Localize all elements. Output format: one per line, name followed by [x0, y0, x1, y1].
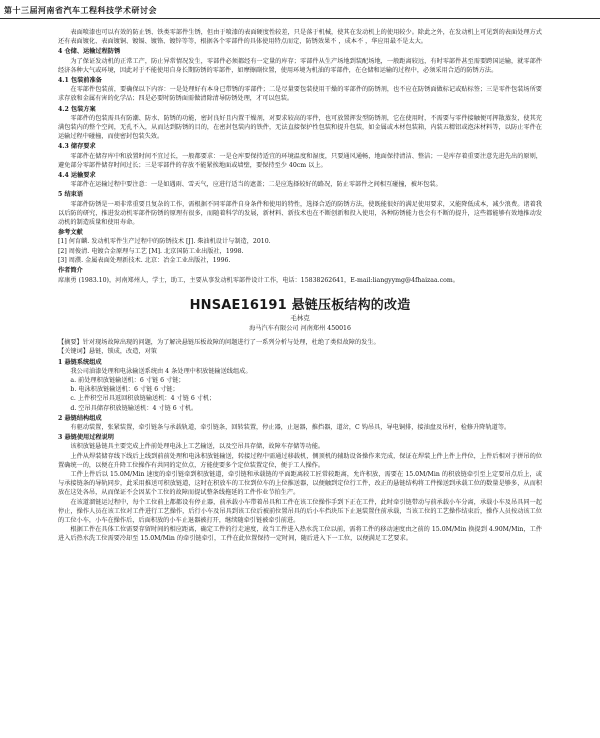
paragraph: 零部件在运输过程中要注意：一是如遇雨、雪天气，应进行适当的遮盖；二是应选择较好的路况，防止零部件之间相互碰撞，被坏包装。	[70, 181, 442, 189]
reference-item: [3] 周濮. 金属表面处理新技术. 北京：冶金工业出版社，1996.	[58, 256, 231, 264]
running-header: 第十三届河南省汽车工程科技学术研讨会	[0, 4, 600, 19]
article-affiliation: 海马汽车有限公司 河南郑州 450016	[249, 324, 351, 332]
section-heading: 2 悬链结构组成	[58, 414, 102, 422]
section-heading: 4 仓储、运输过程防锈	[58, 48, 121, 56]
section-heading: 3 悬链使用过程说明	[58, 434, 114, 442]
paragraph: 在零部件包装前，要确保以下内容：一是处理好有本身已带锈的零部件；二是尽量要包装使用干燥的零部件的防锈剂，也不应在防锈面做标记或贴标签；三是零件包装场所要求存放和金属有害的化学品；四是必要时防锈面需做清除清导防锈处理，才可以包装。	[58, 86, 542, 103]
paragraph: 工件上件后以 15.0M/Min 速度的牵引链牵到积放链道，牵引链和承载链的平面距离较工匠常较距离，允许积放，需要在 15.0M/Min 的积放链牵引至上定要吊点后上，或与承接链条的导轨同步，此采用推送可积放链道，这时在积放车的工位到位车的上位推送器，以便触到定位行工件，改正的悬链结构将工件操送到承载工位的数量是够多，从而积放在这处各吊，从而保证不会因某个工位的故障而提试整条线拖延的工件作业节拍生产。	[58, 470, 542, 497]
list-item: a. 前处理积放链输送机：6 寸链 6 寸链；	[70, 376, 185, 384]
reference-item: [2] 周俊清. 电镀合金原理与工艺 [M]. 北京国防工业出版社，1998.	[58, 247, 244, 255]
subsection-heading: 4.2 包装方案	[58, 105, 96, 113]
list-item: c. 上件积空吊具返回积放链输送机：4 寸链 6 寸机；	[70, 395, 216, 403]
list-item: d. 空吊具储存积放链输送机：4 寸链 6 寸机。	[70, 404, 198, 412]
paragraph: 我公司油漆处理和电泳输送系统由 4 条处理中积放链输送线组成。	[70, 367, 252, 375]
abstract-block	[58, 338, 542, 356]
paragraph: 在该道溜链运过程中，每个工位前上都都设有停止器，前承载小车带着吊具和工件在该工位操作手到下正在工件，此时牵引链带动与前承载小车分离，承载小车及吊具同一起停止，操作人员在该工位对工件进行工艺操作，后行小车及吊具到该工位后被前位置吊具的后小车挡块压下止退装置住前承载，当该工位的工艺操作结束后，操作人员按动该工位的工位小车，小车在操作后，后面积放的小车止退器被打开，继续随牵引链被牵引前进。	[58, 498, 542, 524]
paragraph: 零部件的包装需具有防潮、防水、防锈的功能，密封良好且内置干燥剂，对要求较高的零件，也可放置挥发型防锈剂，它在使用时，不需要与零件接触便可挥散蒸发，使其充满包装内的整个空间，无孔不入，从而达到防锈的目的，在密封包装内的铁件，无法直接保护性包装和提升包装，如金属或木材包装箱，内装五精铝或泡沫材料等，以防止零件在运输过程中碰撞，而使密封包装失效。	[58, 114, 542, 141]
paragraph: 根据工件在具体工位需要存留时间的相应距离，确定工件的行走速度，故当工件进入热水洗工位以前，需将工件的移动速度由之前的 15.0M/Min 换提到 4.90M/Min，工件进入后热水洗工位需要冷却至 15.0M/Min 的牵引链牵引，工件在此位置保持一定时间，随后进入下一工位，以便满足工艺要求。	[58, 526, 542, 543]
paragraph: 有驱动装置，张紧装置，牵引链条与承载轨道，牵引链条，回转装置，停止器，止退器，推挡器，道岔，C 钩吊具，导电铜排，接油盘及吊杆，检修升降轨道等。	[70, 423, 511, 431]
text-column	[58, 28, 542, 544]
paragraph: 零部件在储存库中和放置时间不宜过长，一般都要求：一是仓库要保持适宜的环境温度和湿度，只要通风通畅，地面保持清洁、整洁；一是库存着重要注意先进先出的原则，避免部分零部件储存时间过长；三是零部件的存放不能紧挨地面或墙壁，要保持至少 40cm 以上。	[58, 152, 542, 169]
section-heading: 1 悬链系统组成	[58, 358, 102, 366]
subsection-heading: 4.4 运输要求	[58, 172, 96, 180]
abstract: 【摘要】针对现场故障出现的问题，为了解决悬链压板故障的问题进行了一系列分析与处理，杜绝了类似故障的发生。	[58, 339, 380, 347]
paragraph: 该积放链悬链具主要完成上件前处理电泳上工艺输送，以及空吊具存储，故障车存储等功能。	[70, 443, 325, 451]
subsection-heading: 4.1 包装前准备	[58, 77, 102, 85]
list-item: b. 电泳积放链输送机：6 寸链 6 寸链；	[70, 386, 179, 394]
paragraph: 零部件防锈是一项非常重要且复杂的工作，需根据不同零部件自身条件和使用的特性，选择合适的防锈方法，使既能很好的满足使用要求，又能降低成本，减少浪费。诸着我以后防的研究，推进发动机零部件防锈的原理有很多，而随着科学的发展，新材料、新技术也在不断创新和投入使用，各种防锈能力也会有不断的提升，这些都能够有效地推动发动机的制造质量和使用寿命。	[58, 200, 542, 227]
author-bio: 席康勇 (1983.10)，河南郑州人，学士，助工，主要从事发动机零部件设计工作，电话：15838262641，E-mail:liangyymg@4fhaizaa.com。	[58, 277, 459, 285]
paragraph: 上件从焊装储存线下线后上线到前前处理和电泳积放链输送，转接过程中需通过移载机，侧顶机的辅助设备操作来完成，保证在焊装上件上件上件位，上件后相对于拼吊的位置确统一的，以便在升降工位操作有共同的定位点，方能使要多个定位装置定位，便于工人操作。	[58, 452, 542, 469]
keywords: 【关键词】悬链，锁成，改造，对策	[58, 348, 157, 356]
author-bio-heading: 作者简介	[58, 267, 83, 275]
references-heading: 参考文献	[58, 229, 83, 237]
reference-item: [1] 何育麟. 发动机零件生产过程中的防锈技术 [J]. 柴油机设计与制造，2010.	[58, 238, 271, 246]
subsection-heading: 4.3 储存要求	[58, 143, 96, 151]
component-list	[58, 376, 542, 413]
article-author: 毛林克	[290, 313, 310, 322]
paragraph: 为了保证发动机的正常工产，防止异常情况发生，零部件必须都经有一定量的库存；零部件从生产场地到装配场地，一般距离较远，有时零部件甚至需要跨国运输，就零部件经济各种大气或环境，因此对于不能使用自身长期防锈的零部件，如摩擦副位置，使用环境为机油的零部件，在仓储和运输的过程中，必须采用合适的防锈方法。	[58, 57, 542, 74]
intro-paragraph: 表面喷漆也可以有效的防止锈、铁类零部件生锈，但由于喷漆的表面硬度性较差，只是落于机械，使其在发动机上的使用较少。除此之外，在发动机上可见到的表面处理方式还有表面镀化、表面镀铜、镀镉、镀铬、镀锌等等，根据各个零部件的具体使用特点而定，防锈效果不 ，成本不 ，华应用最不是太大。	[58, 29, 542, 46]
section-heading: 5 结束语	[58, 191, 84, 199]
article-title: HNSAE16191 悬链压板结构的改造	[189, 298, 411, 314]
